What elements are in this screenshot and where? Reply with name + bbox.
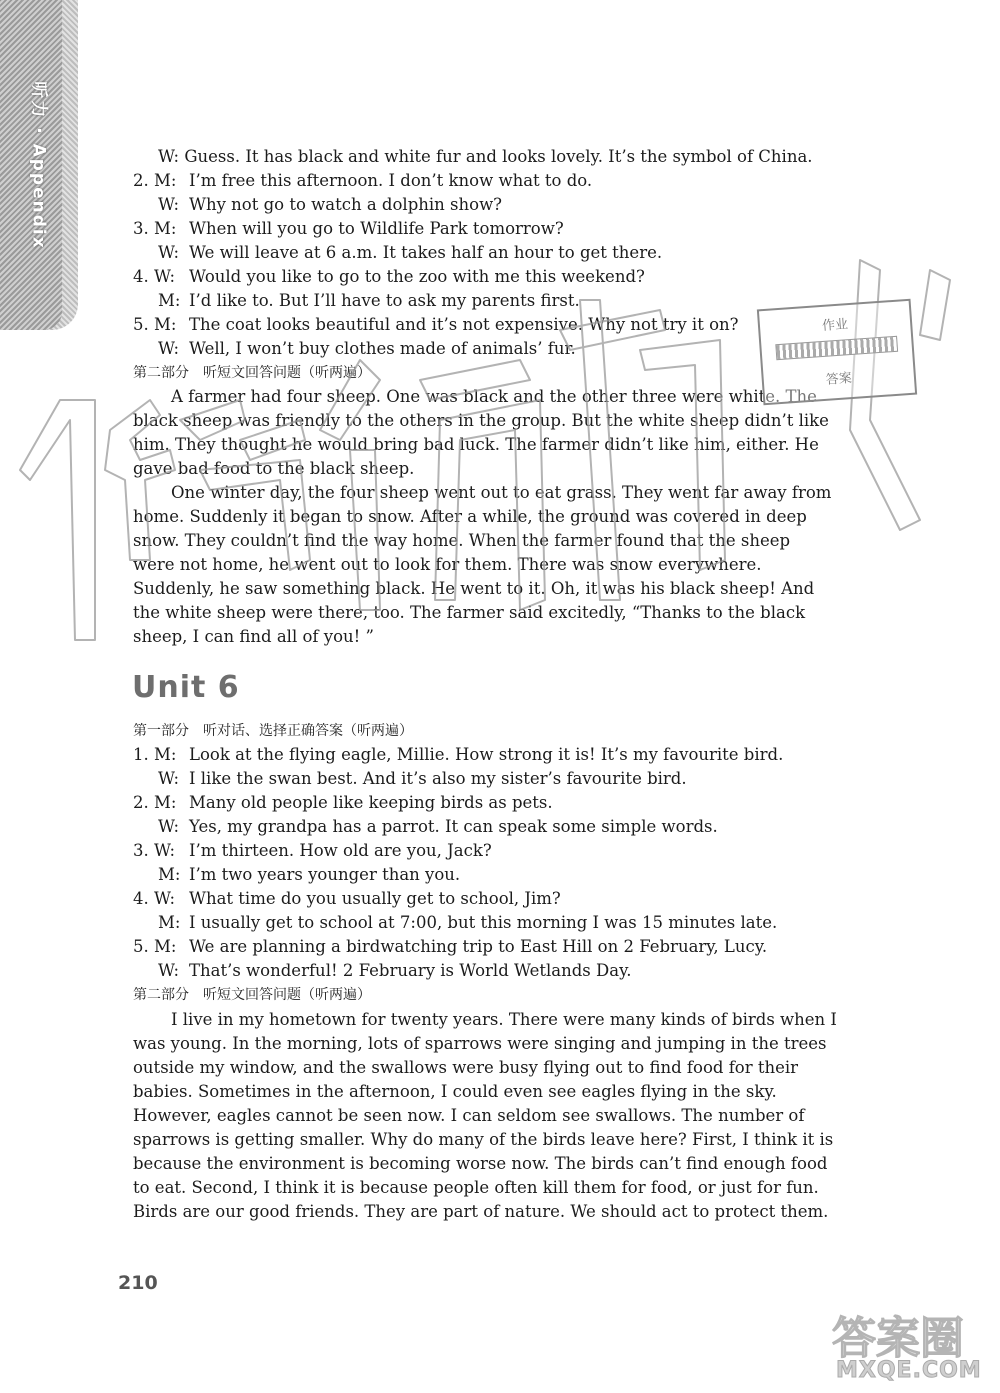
- passage-line: was young. In the morning, lots of sparrows were singing and jumping in the trees: [133, 1034, 827, 1053]
- passage-line: sparrows is getting smaller. Why do many of the birds leave here? First, I think it is: [133, 1130, 834, 1149]
- passage-line: him. They thought he would bring bad luck. The farmer didn’t like him, either. He: [133, 435, 819, 454]
- speaker-label: W:: [158, 339, 180, 358]
- passage-line: gave bad food to the black sheep.: [133, 459, 415, 478]
- dialogue-text: We are planning a birdwatching trip to East Hill on 2 February, Lucy.: [189, 937, 768, 956]
- dialogue-text: W: Guess. It has black and white fur and looks lovely. It’s the symbol of China.: [158, 147, 813, 166]
- dialogue-text: I’m thirteen. How old are you, Jack?: [189, 841, 492, 860]
- logo-mark: 答案圈: [832, 1313, 964, 1364]
- passage-line: outside my window, and the swallows were busy flying out to find food for their: [133, 1058, 799, 1077]
- dialogue-text: Would you like to go to the zoo with me this weekend?: [189, 267, 645, 286]
- passage-line: to eat. Second, I think it is because people often kill them for food, or just for fun.: [133, 1178, 819, 1197]
- passage-line: snow. They couldn’t find the way home. When the farmer found that the sheep: [133, 531, 791, 550]
- page-number: 210: [118, 1272, 158, 1294]
- site-watermark-logo: [832, 1302, 990, 1386]
- unit-title: Unit 6: [132, 670, 240, 705]
- dialogue-text: When will you go to Wildlife Park tomorrow?: [189, 219, 564, 238]
- passage-line: because the environment is becoming worse now. The birds can’t find enough food: [133, 1154, 828, 1173]
- stamp-top-text: 作业: [821, 317, 849, 334]
- speaker-label: 2. M:: [133, 171, 177, 190]
- side-tab-label: 听力 · Appendix: [28, 80, 49, 250]
- dialogue-text: Many old people like keeping birds as pets.: [189, 793, 553, 812]
- speaker-label: W:: [158, 243, 180, 262]
- dialogue-text: Yes, my grandpa has a parrot. It can speak some simple words.: [189, 817, 718, 836]
- logo-text: MXQE.COM: [836, 1358, 982, 1383]
- speaker-label: W:: [158, 769, 180, 788]
- passage-line: sheep, I can find all of you! ”: [133, 627, 374, 646]
- section-heading: 第一部分 听对话、选择正确答案（听两遍）: [133, 723, 413, 739]
- dialogue-text: I’m two years younger than you.: [189, 865, 461, 884]
- passage-line: black sheep was friendly to the others in the group. But the white sheep didn’t like: [133, 411, 829, 430]
- dialogue-text: I’m free this afternoon. I don’t know what to do.: [189, 171, 593, 190]
- passage-line: were not home, he went out to look for them. There was snow everywhere.: [133, 555, 762, 574]
- speaker-label: 3. M:: [133, 219, 177, 238]
- dialogue-text: Why not go to watch a dolphin show?: [189, 195, 503, 214]
- dialogue-text: The coat looks beautiful and it’s not expensive. Why not try it on?: [189, 315, 739, 334]
- dialogue-line: [158, 145, 813, 169]
- section-heading: 第二部分 听短文回答问题（听两遍）: [133, 365, 371, 381]
- speaker-label: M:: [158, 865, 181, 884]
- speaker-label: W:: [158, 195, 180, 214]
- dialogue-text: We will leave at 6 a.m. It takes half an hour to get there.: [189, 243, 663, 262]
- passage-line: One winter day, the four sheep went out to eat grass. They went far away from: [171, 483, 832, 502]
- speaker-label: 5. M:: [133, 937, 177, 956]
- speaker-label: M:: [158, 913, 181, 932]
- speaker-label: 3. W:: [133, 841, 176, 860]
- speaker-label: M:: [158, 291, 181, 310]
- speaker-label: 4. W:: [133, 889, 176, 908]
- passage-line: Birds are our good friends. They are part of nature. We should act to protect them.: [133, 1202, 829, 1221]
- dialogue-text: That’s wonderful! 2 February is World Wetlands Day.: [189, 961, 632, 980]
- dialogue-text: I like the swan best. And it’s also my sister’s favourite bird.: [189, 769, 687, 788]
- passage-line: I live in my hometown for twenty years. There were many kinds of birds when I: [171, 1010, 837, 1029]
- speaker-label: 5. M:: [133, 315, 177, 334]
- dialogue-text: I usually get to school at 7:00, but this morning I was 15 minutes late.: [189, 913, 778, 932]
- dialogue-text: Look at the flying eagle, Millie. How strong it is! It’s my favourite bird.: [189, 745, 784, 764]
- dialogue-text: What time do you usually get to school, Jim?: [189, 889, 561, 908]
- dialogue-text: I’d like to. But I’ll have to ask my parents first.: [189, 291, 580, 310]
- stamp-bottom-text: 答案: [825, 371, 853, 388]
- passage-line: the white sheep were there, too. The farmer said excitedly, “Thanks to the black: [133, 603, 806, 622]
- passage-line: babies. Sometimes in the afternoon, I could even see eagles flying in the sky.: [133, 1082, 777, 1101]
- passage-line: home. Suddenly it began to snow. After a while, the ground was covered in deep: [133, 507, 807, 526]
- stamp-barcode: [775, 336, 898, 360]
- side-tab: [0, 0, 78, 330]
- speaker-label: 4. W:: [133, 267, 176, 286]
- speaker-label: W:: [158, 817, 180, 836]
- passage-line: A farmer had four sheep. One was black and the other three were white. The: [171, 387, 817, 406]
- speaker-label: 1. M:: [133, 745, 177, 764]
- dialogue-text: Well, I won’t buy clothes made of animals’ fur.: [189, 339, 576, 358]
- passage-line: However, eagles cannot be seen now. I can seldom see swallows. The number of: [133, 1106, 805, 1125]
- passage-line: Suddenly, he saw something black. He went to it. Oh, it was his black sheep! And: [133, 579, 815, 598]
- section-heading: 第二部分 听短文回答问题（听两遍）: [133, 987, 371, 1003]
- watermark-stamp: [757, 299, 917, 406]
- speaker-label: W:: [158, 961, 180, 980]
- speaker-label: 2. M:: [133, 793, 177, 812]
- side-tab-label-wrap: [28, 60, 54, 270]
